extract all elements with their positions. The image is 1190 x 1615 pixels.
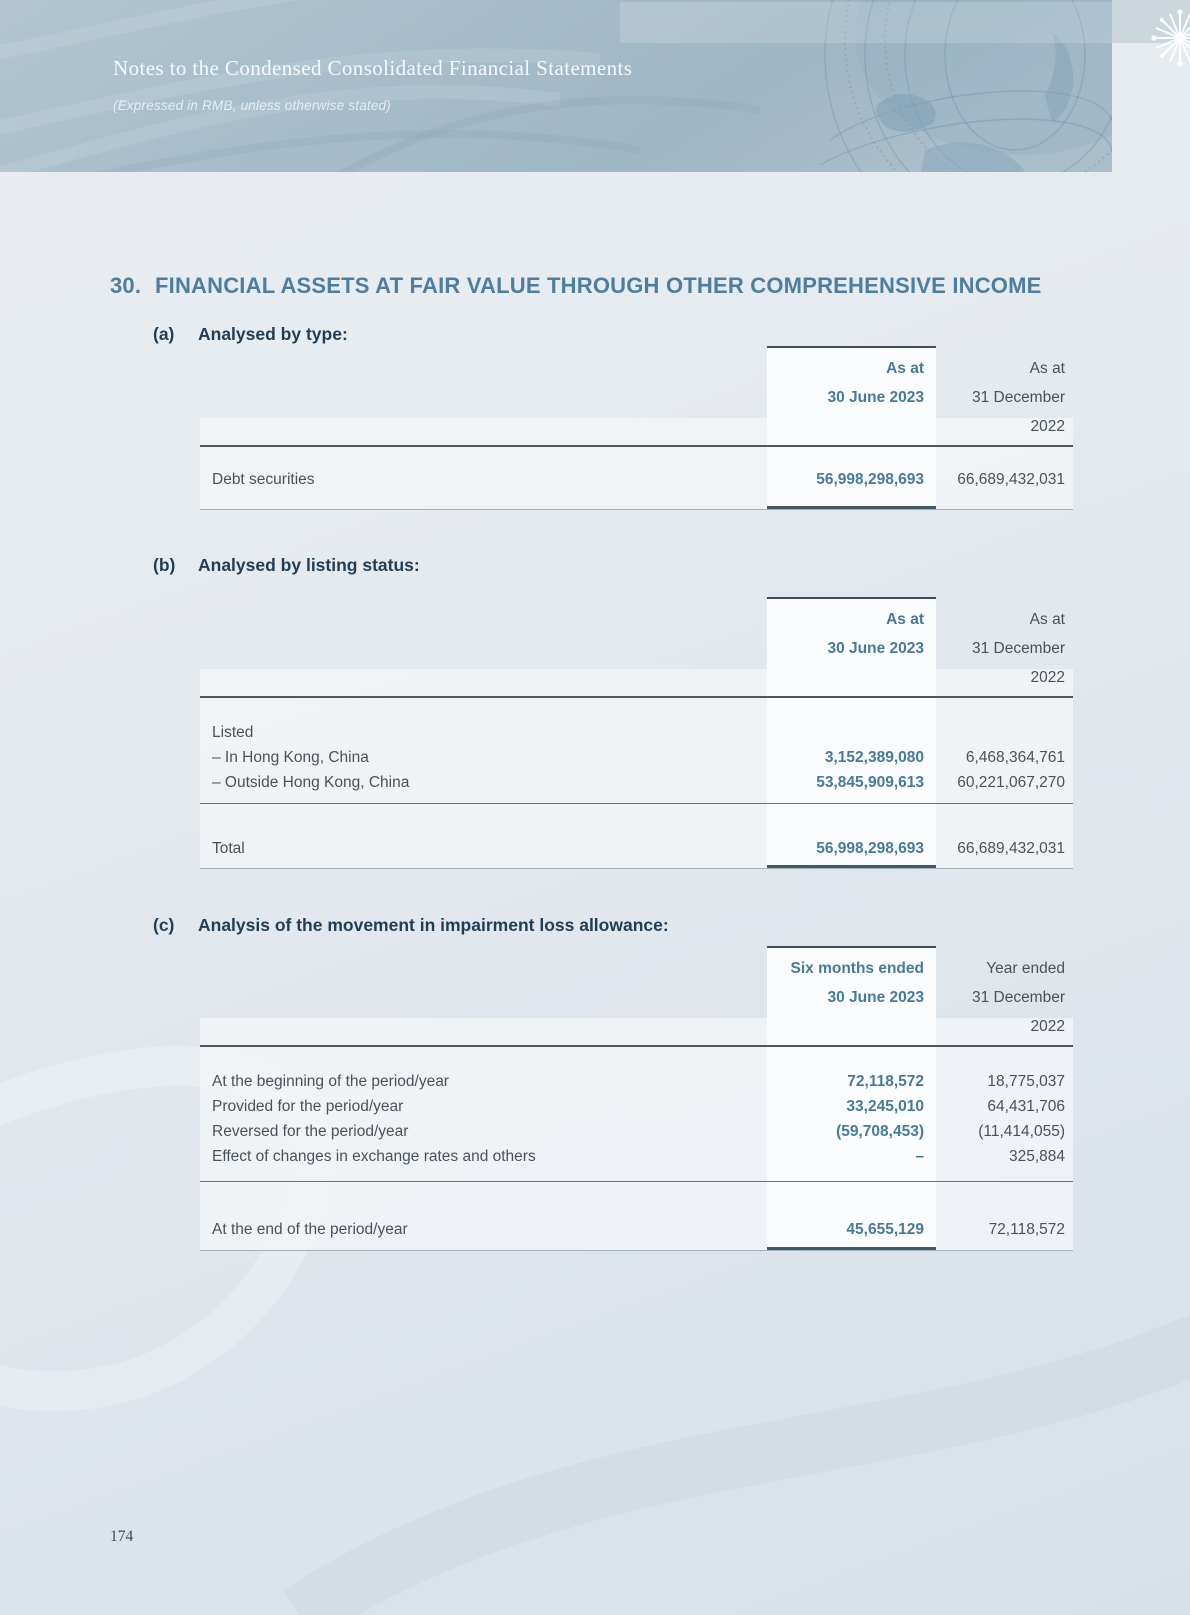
subsection-b-heading — [153, 553, 1073, 577]
col-header-2022-line2: 31 December 2022 — [971, 989, 1065, 1035]
row-label: Reversed for the period/year — [212, 1123, 409, 1140]
total-row — [200, 836, 1073, 861]
table-body — [200, 1047, 1073, 1242]
subsection-c — [153, 913, 1073, 937]
table-row — [200, 1144, 1073, 1169]
table-header — [200, 946, 1073, 1047]
col-header-2022-line2: 31 December 2022 — [971, 640, 1065, 686]
row-label: Total — [212, 840, 245, 857]
table-impairment-loss-allowance — [200, 946, 1073, 1251]
section-number: 30. — [110, 273, 142, 298]
table-body — [200, 698, 1073, 861]
subtotal-rule — [200, 1181, 1073, 1182]
col-header-2023-line1: As at — [886, 611, 924, 628]
row-label: Provided for the period/year — [212, 1098, 404, 1115]
table-row — [200, 720, 1073, 745]
value-2022 — [936, 720, 1073, 745]
subsection-b-title: Analysed by listing status: — [198, 555, 420, 575]
table-row — [200, 1119, 1073, 1144]
col-header-2023-line1: Six months ended — [790, 960, 924, 977]
value-2023: 53,845,909,613 — [816, 774, 924, 791]
value-2023: (59,708,453) — [836, 1123, 924, 1140]
value-2023: 33,245,010 — [846, 1098, 924, 1115]
row-label: – Outside Hong Kong, China — [212, 774, 410, 791]
col-header-2023-line2: 30 June 2023 — [827, 640, 924, 657]
value-2022: 72,118,572 — [988, 1221, 1065, 1238]
row-label: Debt securities — [212, 471, 315, 488]
value-2023: 72,118,572 — [847, 1073, 924, 1090]
table-analysed-by-type — [200, 346, 1073, 510]
table-header — [200, 346, 1073, 447]
value-2022: 64,431,706 — [987, 1098, 1065, 1115]
subsection-a-title: Analysed by type: — [198, 324, 348, 344]
row-label: At the end of the period/year — [212, 1221, 408, 1238]
value-2022: 6,468,364,761 — [965, 749, 1065, 766]
col-header-2023-line1: As at — [886, 360, 924, 377]
col-header-2022-line1: As at — [1029, 360, 1065, 377]
section-heading — [110, 272, 1073, 300]
table-row — [200, 1094, 1073, 1119]
page-banner — [0, 0, 1112, 172]
row-label: Effect of changes in exchange rates and others — [212, 1148, 536, 1165]
value-2022: (11,414,055) — [978, 1123, 1065, 1140]
table-analysed-by-listing-status — [200, 597, 1073, 869]
col-header-2023-line2: 30 June 2023 — [827, 989, 924, 1006]
table-header — [200, 597, 1073, 698]
subsection-c-heading — [153, 913, 1073, 937]
row-label: At the beginning of the period/year — [212, 1073, 449, 1090]
value-2022: 60,221,067,270 — [957, 774, 1065, 791]
value-2022: 66,689,432,031 — [957, 471, 1065, 488]
value-2023: 56,998,298,693 — [816, 471, 924, 488]
banner-title: Notes to the Condensed Consolidated Financial Statements — [113, 56, 633, 80]
value-2023: 3,152,389,080 — [824, 749, 924, 766]
table-row — [200, 467, 1073, 492]
subsection-b-label: (b) — [153, 555, 176, 575]
subsection-a — [153, 322, 1073, 346]
table-row — [200, 770, 1073, 795]
row-label: Listed — [212, 724, 254, 741]
col-header-2022-line1: As at — [1029, 611, 1065, 628]
value-2022: 325,884 — [1008, 1148, 1065, 1165]
col-header-2022-line2: 31 December 2022 — [971, 389, 1065, 435]
value-2022: 18,775,037 — [987, 1073, 1065, 1090]
value-2023: 56,998,298,693 — [816, 840, 924, 857]
page-number: 174 — [110, 1528, 134, 1545]
subsection-c-label: (c) — [153, 915, 175, 935]
table-row — [200, 1069, 1073, 1094]
value-2023: – — [915, 1148, 924, 1165]
value-2023: 45,655,129 — [846, 1221, 924, 1238]
col-header-2022-line1: Year ended — [986, 960, 1065, 977]
table-row — [200, 745, 1073, 770]
subsection-b — [153, 553, 1073, 577]
value-2023 — [767, 720, 936, 745]
snowflake-icon — [1148, 6, 1190, 70]
subsection-a-label: (a) — [153, 324, 175, 344]
subsection-a-heading — [153, 322, 1073, 346]
total-row — [200, 1217, 1073, 1242]
section-title: FINANCIAL ASSETS AT FAIR VALUE THROUGH OTHER COMPREHENSIVE INCOME — [155, 273, 1042, 298]
banner-subtitle: (Expressed in RMB, unless otherwise stated) — [113, 98, 391, 113]
col-header-2023-line2: 30 June 2023 — [827, 389, 924, 406]
row-label: – In Hong Kong, China — [212, 749, 369, 766]
subtotal-rule — [200, 803, 1073, 804]
subsection-c-title: Analysis of the movement in impairment loss allowance: — [198, 915, 669, 935]
value-2022: 66,689,432,031 — [957, 840, 1065, 857]
note-content — [110, 272, 1073, 1251]
table-body — [200, 447, 1073, 509]
